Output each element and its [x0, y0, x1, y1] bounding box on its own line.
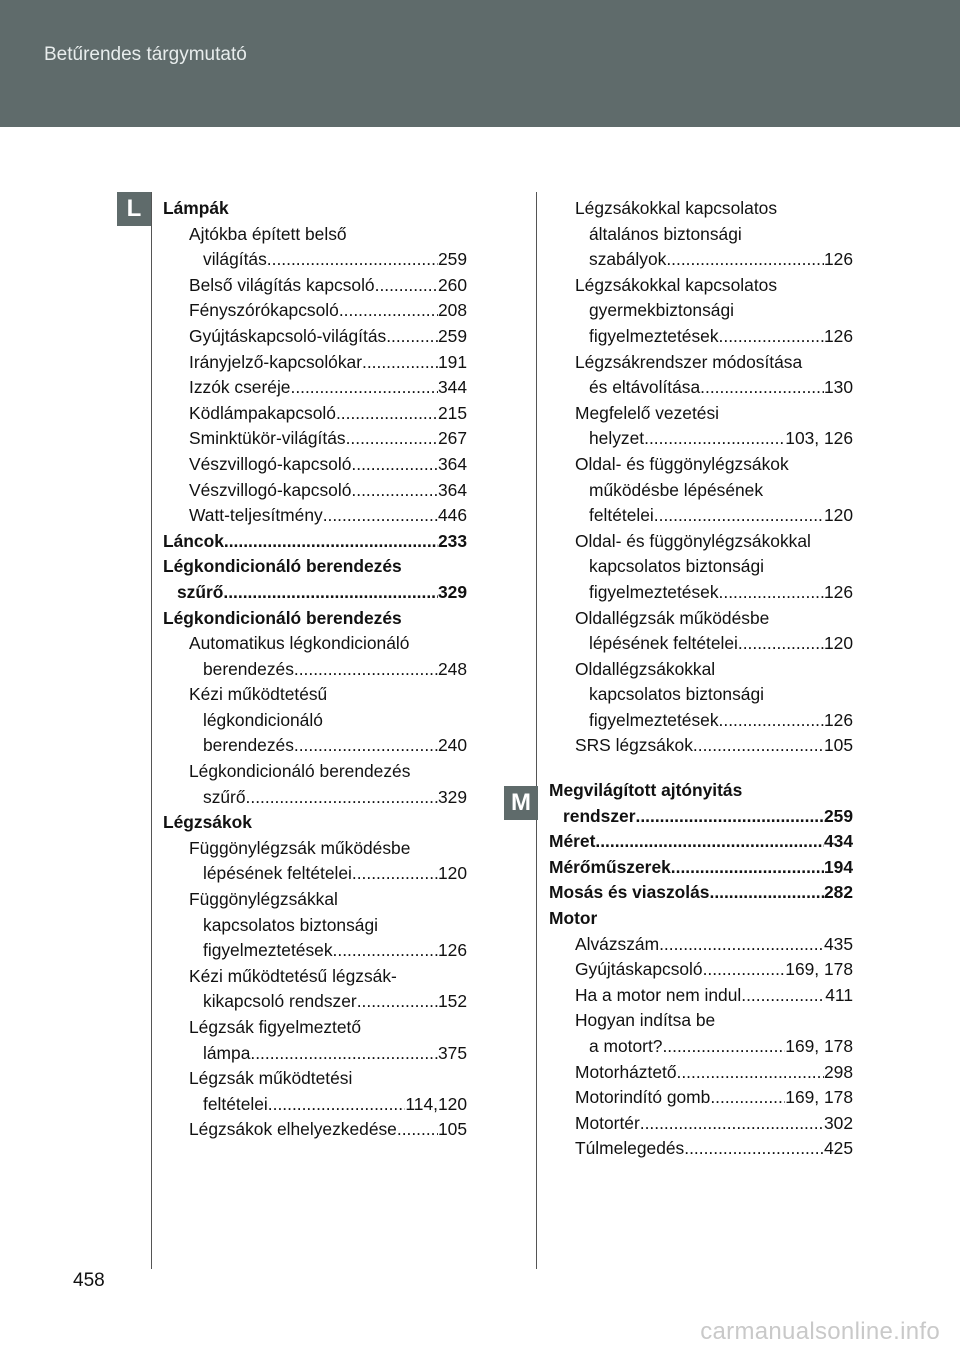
index-group-m	[549, 778, 853, 1162]
index-entry	[549, 1034, 853, 1060]
entry-term: Watt-teljesítmény	[189, 505, 323, 526]
entry-leader-dots	[290, 375, 438, 401]
entry-page: 259	[437, 325, 467, 346]
index-entry	[549, 855, 853, 881]
entry-page: 240	[437, 735, 467, 756]
entry-page: 126	[823, 581, 853, 602]
entry-term: Oldallégzsák működésbe	[575, 607, 770, 628]
entry-leader-dots	[741, 983, 825, 1009]
entry-term: Légkondicionáló berendezés	[163, 556, 402, 577]
entry-term: Megvilágított ajtónyitás	[549, 780, 743, 801]
entry-term: Vészvillogó-kapcsoló	[189, 453, 352, 474]
entry-page: 169, 178	[785, 1087, 853, 1108]
index-entry	[549, 298, 853, 324]
entry-leader-dots	[333, 938, 438, 964]
entry-term: szűrő	[177, 581, 224, 602]
entry-term: Motorindító gomb	[575, 1087, 711, 1108]
entry-term: Mérőműszerek	[549, 856, 671, 877]
index-entry	[549, 906, 853, 932]
page-header	[0, 0, 960, 127]
index-entry	[549, 503, 853, 529]
index-entry	[549, 580, 853, 606]
entry-page: 152	[437, 991, 467, 1012]
index-entry	[163, 1117, 467, 1143]
index-entry	[549, 426, 853, 452]
entry-term: Sminktükör-világítás	[189, 428, 346, 449]
entry-leader-dots	[267, 247, 438, 273]
entry-term: Motortér	[575, 1112, 640, 1133]
entry-page: 259	[437, 249, 467, 270]
entry-page: 259	[823, 805, 853, 826]
entry-term: Láncok	[163, 530, 224, 551]
entry-page: 344	[437, 377, 467, 398]
entry-page: 298	[823, 1061, 853, 1082]
index-entry	[549, 1085, 853, 1111]
entry-term: légkondicionáló	[203, 709, 323, 730]
index-entry	[163, 733, 467, 759]
entry-page: 215	[437, 402, 467, 423]
entry-term: Légzsákokkal kapcsolatos	[575, 198, 778, 218]
entry-leader-dots	[666, 247, 824, 273]
entry-leader-dots	[636, 804, 824, 830]
index-entry	[163, 913, 467, 939]
entry-leader-dots	[659, 932, 824, 958]
entry-term: szűrő	[203, 786, 246, 807]
entry-leader-dots	[710, 1085, 785, 1111]
index-entry	[163, 1015, 467, 1041]
entry-term: Túlmelegedés	[575, 1138, 685, 1159]
entry-leader-dots	[662, 1034, 785, 1060]
index-entry	[549, 631, 853, 657]
index-entry	[163, 989, 467, 1015]
entry-page: 446	[437, 505, 467, 526]
entry-page: 411	[825, 984, 853, 1005]
entry-page: 434	[823, 831, 853, 852]
entry-page: 329	[437, 786, 467, 807]
entry-page: 191	[437, 351, 467, 372]
entry-leader-dots	[640, 1111, 824, 1137]
index-column-right	[549, 196, 853, 1162]
index-entry	[549, 452, 853, 478]
entry-page: 120	[823, 633, 853, 654]
entry-leader-dots	[352, 861, 438, 887]
index-entry	[163, 657, 467, 683]
index-entry	[549, 350, 853, 376]
entry-term: feltételei	[203, 1093, 268, 1114]
index-entry	[549, 375, 853, 401]
entry-term: Légzsákokkal kapcsolatos	[575, 274, 778, 295]
header-title: Betűrendes tárgymutató	[44, 44, 247, 65]
entry-leader-dots	[351, 452, 438, 478]
index-entry	[549, 247, 853, 273]
entry-term: Megfelelő vezetési	[575, 402, 720, 423]
entry-page: 126	[823, 249, 853, 270]
entry-page: 302	[823, 1112, 853, 1133]
entry-leader-dots	[336, 401, 438, 427]
index-entry	[163, 785, 467, 811]
entry-term: kikapcsoló rendszer	[203, 991, 357, 1012]
entry-page: 260	[437, 274, 467, 295]
center-divider-line	[536, 192, 537, 1269]
index-entry	[163, 1041, 467, 1067]
entry-leader-dots	[362, 350, 438, 376]
entry-term: kapcsolatos biztonsági	[589, 556, 764, 577]
entry-page: 120	[437, 863, 467, 884]
index-entry	[163, 375, 467, 401]
index-entry	[163, 1066, 467, 1092]
watermark: carmanualsonline.info	[700, 1318, 940, 1345]
entry-leader-dots	[703, 957, 786, 983]
entry-term: Motorháztető	[575, 1061, 677, 1082]
index-entry	[549, 682, 853, 708]
index-entry	[163, 964, 467, 990]
entry-page: 194	[823, 856, 853, 877]
entry-leader-dots	[268, 1092, 406, 1118]
entry-term: Ha a motor nem indul	[575, 984, 742, 1005]
index-entry	[163, 606, 467, 632]
entry-leader-dots	[644, 426, 785, 452]
entry-term: rendszer	[563, 805, 636, 826]
entry-term: SRS légzsákok	[575, 735, 693, 756]
entry-term: Légzsákok elhelyezkedése	[189, 1119, 397, 1140]
entry-leader-dots	[693, 733, 824, 759]
entry-term: Vészvillogó-kapcsoló	[189, 479, 352, 500]
entry-term: Oldal- és függönylégzsákok	[575, 453, 789, 474]
entry-term: Mosás és viaszolás	[549, 882, 710, 903]
index-entry	[549, 778, 853, 804]
entry-term: Irányjelző-kapcsolókar	[189, 351, 363, 372]
entry-term: figyelmeztetések	[203, 940, 333, 961]
index-entry	[163, 452, 467, 478]
index-entry	[549, 273, 853, 299]
entry-term: és eltávolítása	[589, 377, 701, 398]
index-entry	[163, 938, 467, 964]
index-entry	[549, 529, 853, 555]
index-entry	[549, 554, 853, 580]
entry-page: 329	[437, 581, 467, 602]
entry-page: 208	[437, 300, 467, 321]
index-entry	[163, 631, 467, 657]
entry-page: 364	[437, 479, 467, 500]
entry-leader-dots	[294, 657, 438, 683]
index-entry	[163, 222, 467, 248]
entry-term: Légzsák figyelmeztető	[189, 1017, 362, 1037]
index-entry	[163, 503, 467, 529]
index-entry	[549, 401, 853, 427]
index-entry	[163, 426, 467, 452]
entry-page: 126	[437, 940, 467, 961]
index-entry	[549, 1111, 853, 1137]
entry-term: Légzsák működtetési	[189, 1068, 353, 1089]
entry-page: 120	[823, 505, 853, 526]
entry-page: 169, 178	[785, 959, 853, 980]
entry-page: 105	[823, 735, 853, 756]
entry-term: Gyújtáskapcsoló	[575, 959, 703, 980]
index-entry	[549, 932, 853, 958]
entry-term: Automatikus légkondicionáló	[189, 633, 410, 654]
entry-term: Méret	[549, 831, 596, 852]
entry-page: 114,120	[405, 1093, 467, 1114]
entry-term: kapcsolatos biztonsági	[589, 684, 764, 705]
entry-term: Oldallégzsákokkal	[575, 658, 716, 679]
index-entry	[549, 733, 853, 759]
entry-leader-dots	[223, 580, 438, 606]
entry-term: szabályok	[589, 249, 667, 270]
entry-term: Fényszórókapcsoló	[189, 300, 339, 321]
entry-leader-dots	[294, 733, 438, 759]
entry-term: Légzsákrendszer módosítása	[575, 351, 803, 372]
entry-leader-dots	[654, 503, 824, 529]
entry-term: Alvázszám	[575, 933, 660, 954]
entry-term: lépésének feltételei	[589, 633, 738, 654]
index-entry	[163, 580, 467, 606]
entry-leader-dots	[719, 708, 824, 734]
entry-term: Izzók cseréje	[189, 377, 291, 398]
index-entry	[549, 657, 853, 683]
entry-term: Lámpák	[163, 198, 229, 218]
entry-leader-dots	[738, 631, 824, 657]
index-entry	[163, 247, 467, 273]
entry-term: a motort?	[589, 1036, 663, 1056]
index-entry	[163, 298, 467, 324]
entry-term: lépésének feltételei	[203, 863, 352, 884]
entry-term: Kézi működtetésű	[189, 684, 328, 705]
entry-leader-dots	[339, 298, 438, 324]
entry-page: 364	[437, 453, 467, 474]
index-entry	[163, 887, 467, 913]
entry-leader-dots	[357, 989, 438, 1015]
entry-term: Függönylégzsákkal	[189, 889, 338, 910]
index-entry	[163, 708, 467, 734]
entry-term: feltételei	[589, 505, 654, 526]
entry-term: Gyújtáskapcsoló-világítás	[189, 325, 387, 346]
entry-leader-dots	[246, 785, 438, 811]
entry-term: Függönylégzsák működésbe	[189, 837, 411, 858]
index-entry	[549, 983, 853, 1009]
index-entry	[549, 222, 853, 248]
index-entry	[163, 810, 467, 836]
index-entry	[549, 606, 853, 632]
entry-page: 105	[437, 1119, 467, 1140]
entry-page: 126	[823, 325, 853, 346]
index-entry	[549, 324, 853, 350]
left-margin-line	[151, 192, 152, 1269]
index-entry	[549, 1060, 853, 1086]
entry-leader-dots	[346, 426, 438, 452]
page-number: 458	[73, 1270, 105, 1291]
index-entry	[163, 196, 467, 222]
entry-term: Légkondicionáló berendezés	[189, 761, 411, 782]
entry-leader-dots	[250, 1041, 438, 1067]
entry-page: 233	[437, 530, 467, 551]
entry-term: világítás	[203, 249, 267, 270]
entry-term: Légkondicionáló berendezés	[163, 607, 402, 628]
index-entry	[163, 1092, 467, 1118]
entry-page: 267	[437, 428, 467, 449]
entry-term: figyelmeztetések	[589, 709, 719, 730]
entry-leader-dots	[224, 529, 438, 555]
index-entry	[163, 324, 467, 350]
index-entry	[163, 273, 467, 299]
entry-term: Oldal- és függönylégzsákokkal	[575, 530, 811, 551]
index-entry	[163, 836, 467, 862]
entry-term: gyermekbiztonsági	[589, 300, 734, 321]
index-entry	[549, 1136, 853, 1162]
index-entry	[549, 880, 853, 906]
index-entry	[549, 804, 853, 830]
index-entry	[163, 759, 467, 785]
entry-term: berendezés	[203, 658, 294, 679]
index-entry	[549, 829, 853, 855]
entry-leader-dots	[700, 375, 824, 401]
index-entry	[549, 708, 853, 734]
entry-term: Kézi működtetésű légzsák-	[189, 965, 397, 986]
index-group-l-continued	[549, 196, 853, 759]
entry-term: figyelmeztetések	[589, 581, 719, 602]
entry-leader-dots	[397, 1117, 438, 1143]
entry-leader-dots	[709, 880, 824, 906]
index-entry	[163, 682, 467, 708]
index-entry	[549, 478, 853, 504]
index-entry	[163, 529, 467, 555]
section-marker-m: M	[504, 786, 538, 820]
entry-leader-dots	[684, 1136, 824, 1162]
index-entry	[163, 478, 467, 504]
entry-term: Hogyan indítsa be	[575, 1010, 716, 1031]
entry-leader-dots	[677, 1060, 824, 1086]
entry-leader-dots	[386, 324, 438, 350]
entry-term: Ködlámpakapcsoló	[189, 402, 336, 423]
index-column-left	[163, 196, 467, 1143]
entry-term: figyelmeztetések	[589, 325, 719, 346]
entry-term: Ajtókba épített belső	[189, 223, 347, 244]
index-entry	[163, 554, 467, 580]
entry-page: 103, 126	[785, 428, 853, 449]
entry-term: Motor	[549, 908, 598, 929]
entry-page: 130	[823, 377, 853, 398]
entry-page: 282	[823, 882, 853, 903]
entry-leader-dots	[595, 829, 824, 855]
entry-term: általános biztonsági	[589, 223, 742, 244]
entry-term: berendezés	[203, 735, 294, 756]
index-entry	[549, 957, 853, 983]
entry-page: 375	[437, 1042, 467, 1063]
entry-term: lámpa	[203, 1042, 251, 1063]
index-entry	[549, 1008, 853, 1034]
entry-leader-dots	[671, 855, 824, 881]
entry-term: helyzet	[589, 428, 645, 449]
entry-term: működésbe lépésének	[589, 479, 764, 500]
entry-leader-dots	[351, 478, 438, 504]
entry-page: 248	[437, 658, 467, 679]
entry-page: 126	[823, 709, 853, 730]
entry-term: kapcsolatos biztonsági	[203, 914, 378, 935]
group-spacer	[549, 759, 853, 778]
index-entry	[163, 350, 467, 376]
entry-page: 425	[823, 1138, 853, 1159]
entry-page: 169, 178	[785, 1036, 853, 1056]
section-marker-l: L	[117, 192, 151, 226]
entry-leader-dots	[719, 324, 824, 350]
entry-page: 435	[823, 933, 853, 954]
entry-term: Belső világítás kapcsoló	[189, 274, 375, 295]
entry-leader-dots	[375, 273, 438, 299]
entry-leader-dots	[323, 503, 438, 529]
index-entry	[549, 196, 853, 222]
entry-term: Légzsákok	[163, 812, 252, 833]
index-entry	[163, 401, 467, 427]
entry-leader-dots	[719, 580, 824, 606]
index-entry	[163, 861, 467, 887]
